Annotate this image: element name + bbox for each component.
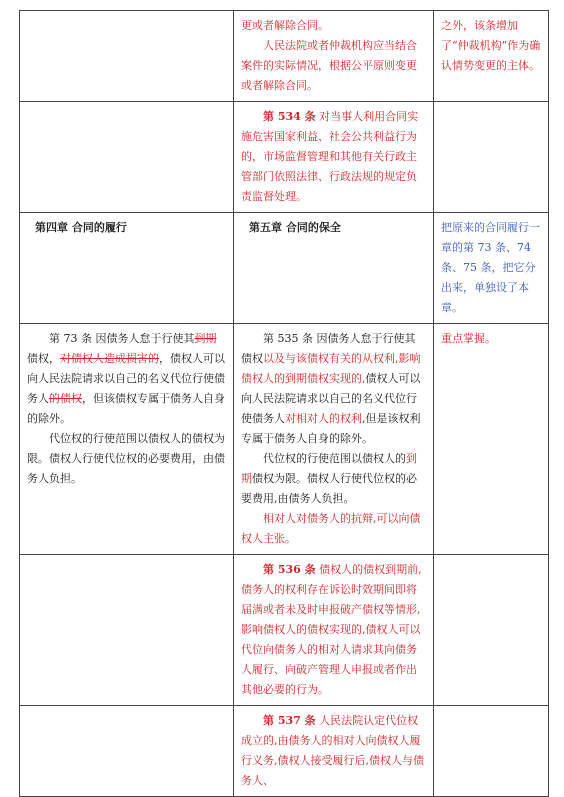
old-law-cell (20, 706, 234, 797)
deleted-text: 对债权人造成损害的 (60, 352, 159, 365)
note-cell (434, 555, 549, 706)
note-text: 重点掌握。 (441, 332, 496, 345)
old-law-cell (20, 11, 234, 102)
old-law-paragraph: 第 73 条 因债务人怠于行使其到期债权，对债权人造成损害的，债权人可以向人民法院请求以自己的名义代位行使债务人的债权，但该债权专属于债务人自身的除外。 (27, 332, 225, 425)
new-law-cell (234, 706, 434, 797)
chapter-heading: 第四章 合同的履行 (35, 221, 127, 234)
new-law-cell (234, 555, 434, 706)
note-cell (434, 324, 549, 555)
new-law-cell (234, 102, 434, 213)
new-law-cell (234, 213, 434, 324)
old-law-cell (20, 213, 234, 324)
deleted-text: 到期 (194, 332, 217, 345)
note-cell (434, 213, 549, 324)
old-law-cell (20, 324, 234, 555)
added-text: 以及与该债权有关的从权利,影响债权人的到期债权实现的, (241, 352, 421, 385)
article-text: 人民法院认定代位权成立的,由债务人的相对人向债权人履行义务,债权人接受履行后,债权人与债务人、 (241, 714, 424, 787)
note-text: 之外，该条增加了“仲裁机构”作为确认情势变更的主体。 (441, 19, 541, 72)
new-law-text: 更或者解除合同。 (241, 19, 329, 32)
note-cell (434, 11, 549, 102)
new-law-cell (234, 11, 434, 102)
table-row (20, 213, 549, 324)
article-text: 对当事人利用合同实施危害国家利益、社会公共利益行为的，市场监督管理和其他有关行政主管部门依照法律、行政法规的规定负责监督处理。 (241, 110, 419, 203)
table-row (20, 324, 549, 555)
old-law-cell (20, 102, 234, 213)
added-text: 到期 (241, 452, 417, 485)
table-row (20, 102, 549, 213)
new-law-paragraph: 相对人对债务人的抗辩,可以向债权人主张。 (241, 512, 421, 545)
new-law-text: 人民法院或者仲裁机构应当结合案件的实际情况，根据公平原则变更或者解除合同。 (241, 39, 417, 92)
chapter-heading: 第五章 合同的保全 (249, 221, 341, 234)
note-text: 把原来的合同履行一章的第 73 条、74 条、75 条，把它分出来，单独设了本章。 (441, 221, 540, 314)
article-number: 第 534 条 (263, 110, 316, 123)
added-text: 对相对人的权利 (285, 412, 362, 425)
deleted-text: 的债权 (49, 392, 82, 405)
old-law-cell (20, 555, 234, 706)
article-text: 债权人的债权到期前,债务人的权利存在诉讼时效期间即将届满或者未及时申报破产债权等情形,影响债权人的债权实现的,债权人可以代位向债务人的相对人请求其向债务人履行、向破产管理人申报或者作出其他必要的行为。 (241, 563, 422, 696)
article-number: 第 537 条 (263, 714, 316, 727)
new-law-cell (234, 324, 434, 555)
new-law-paragraph: 代位权的行使范围以债权人的到期债权为限。债权人行使代位权的必要费用,由债务人负担。 (241, 452, 417, 505)
table-row (20, 11, 549, 102)
article-number: 第 536 条 (263, 563, 316, 576)
note-cell (434, 102, 549, 213)
comparison-table (19, 10, 549, 797)
table-row (20, 706, 549, 797)
note-cell (434, 706, 549, 797)
table-row (20, 555, 549, 706)
old-law-paragraph: 代位权的行使范围以债权人的债权为限。债权人行使代位权的必要费用，由债务人负担。 (27, 432, 225, 485)
new-law-paragraph: 第 535 条 因债务人怠于行使其债权以及与该债权有关的从权利,影响债权人的到期债权实现的,债权人可以向人民法院请求以自己的名义代位行使债务人对相对人的权利,但是该权利专属于债务人自身的除外。 (241, 332, 421, 445)
